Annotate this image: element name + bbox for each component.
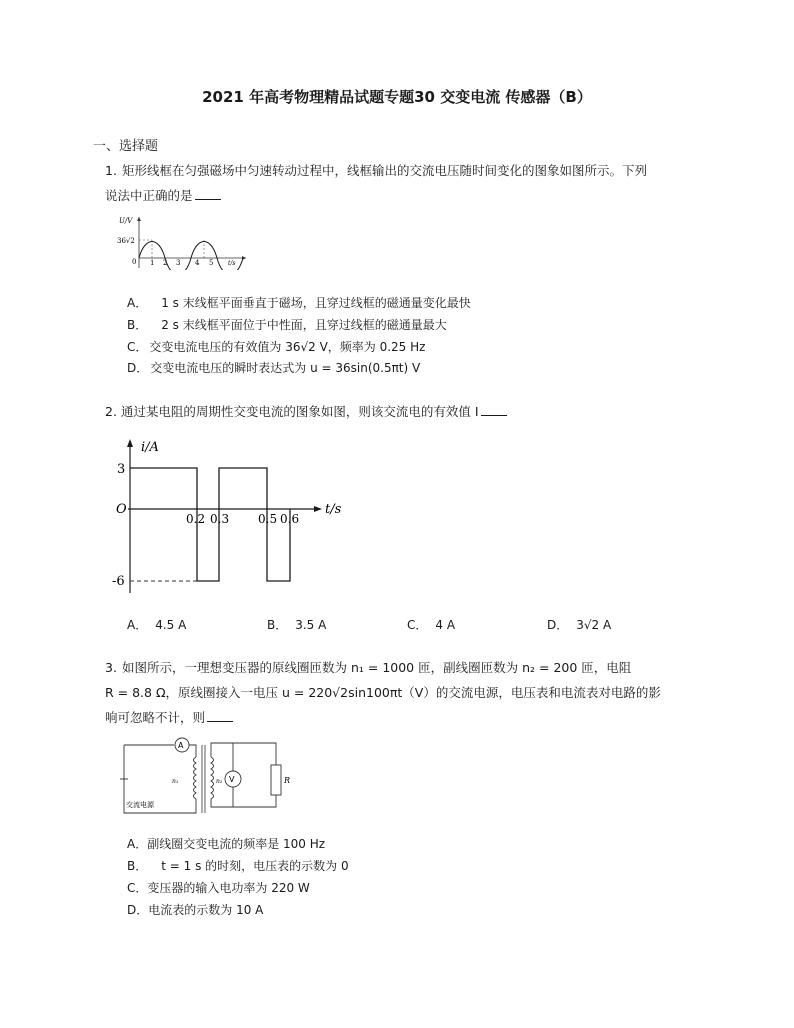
secondary-coil [211,757,214,799]
q2-option-d: D． 3√2 A [547,618,612,632]
primary-top-right-wire [189,745,196,757]
q2-y-arrow [127,439,133,447]
q3-option-a: A．副线圈交变电流的频率是 100 Hz [127,837,326,851]
q1-option-b: B． 2 s 末线框平面位于中性面，且穿过线框的磁通量最大 [127,318,447,332]
q1-x-label: t/s [228,260,236,267]
q2-tick-0-2: 0.2 [186,512,206,526]
q1-y-arrow [137,217,141,221]
question-3-number: 3. [105,660,117,675]
q1-tick-2: 2 [163,259,168,267]
answer-blank [195,187,221,200]
voltage-sine-figure [112,212,250,270]
secondary-wire [211,743,276,807]
q1-origin-label: 0 [132,258,137,266]
question-3-line-2: R = 8.8 Ω，原线圈接入一电压 u = 220√2sin100πt（V）的交流电源，电压表和电流表对电路的影 [105,685,661,700]
resistor-label: R [284,776,291,785]
question-3-line-3: 响可忽略不计，则 [105,709,233,727]
q2-y-label: i/A [141,440,159,455]
q2-y-bottom-label: -6 [112,574,125,589]
q2-tick-0-3: 0.3 [210,512,230,526]
primary-coil [194,757,197,799]
q1-tick-3: 3 [176,259,181,267]
n1-label: n₁ [172,778,179,785]
q2-tick-0-5: 0.5 [258,512,278,526]
q2-x-label: t/s [325,502,342,517]
answer-blank [481,403,507,416]
q2-option-a: A． 4.5 A [127,618,187,632]
answer-blank [207,709,233,722]
section-heading: 一、选择题 [93,139,159,154]
q1-y-label: U/V [119,217,133,225]
q3-option-b: B． t = 1 s 的时刻，电压表的示数为 0 [127,859,349,873]
q2-option-b: B． 3.5 A [267,618,327,632]
q3-option-d: D．电流表的示数为 10 A [127,903,264,917]
transformer-circuit-figure [116,737,298,819]
current-square-wave-figure [112,435,348,595]
q1-tick-4: 4 [195,259,200,267]
question-1-number: 1. [105,163,117,178]
q2-option-c: C． 4 A [407,618,456,632]
source-label: 交流电源 [126,801,154,809]
q3-option-c: C．变压器的输入电功率为 220 W [127,881,310,895]
ammeter-label: A [178,741,184,750]
q2-x-arrow [314,506,322,512]
q1-option-c: C． 交变电流电压的有效值为 36√2 V，频率为 0.25 Hz [127,340,426,354]
q1-tick-1: 1 [150,259,155,267]
q2-tick-0-6: 0.6 [280,512,300,526]
voltmeter-label: V [229,775,235,784]
question-1-line-1: 矩形线框在匀强磁场中匀速转动过程中，线框输出的交流电压随时间变化的图象如图所示。下列 [122,163,648,178]
q2-origin-label: O [116,502,127,517]
q1-amplitude-label: 36√2 [117,237,135,245]
q2-y-top-label: 3 [117,462,126,477]
n2-label: n₂ [216,778,223,785]
q1-option-a: A． 1 s 末线框平面垂直于磁场，且穿过线框的磁通量变化最快 [127,296,471,310]
q1-option-d: D． 交变电流电压的瞬时表达式为 u = 36sin(0.5πt) V [127,361,421,375]
question-2-line: 2. 通过某电阻的周期性交变电流的图象如图，则该交流电的有效值 I [105,403,507,421]
q1-tick-5: 5 [209,259,214,267]
question-1-line-2: 说法中正确的是 [105,187,221,205]
resistor-symbol [271,765,281,795]
question-3-line-1: 如图所示，一理想变压器的原线圈匝数为 n₁ = 1000 匝，副线圈匝数为 n₂ = 200 匝，电阻 [122,660,632,675]
document-title: 2021 年高考物理精品试题专题30 交变电流 传感器（B） [202,88,592,106]
